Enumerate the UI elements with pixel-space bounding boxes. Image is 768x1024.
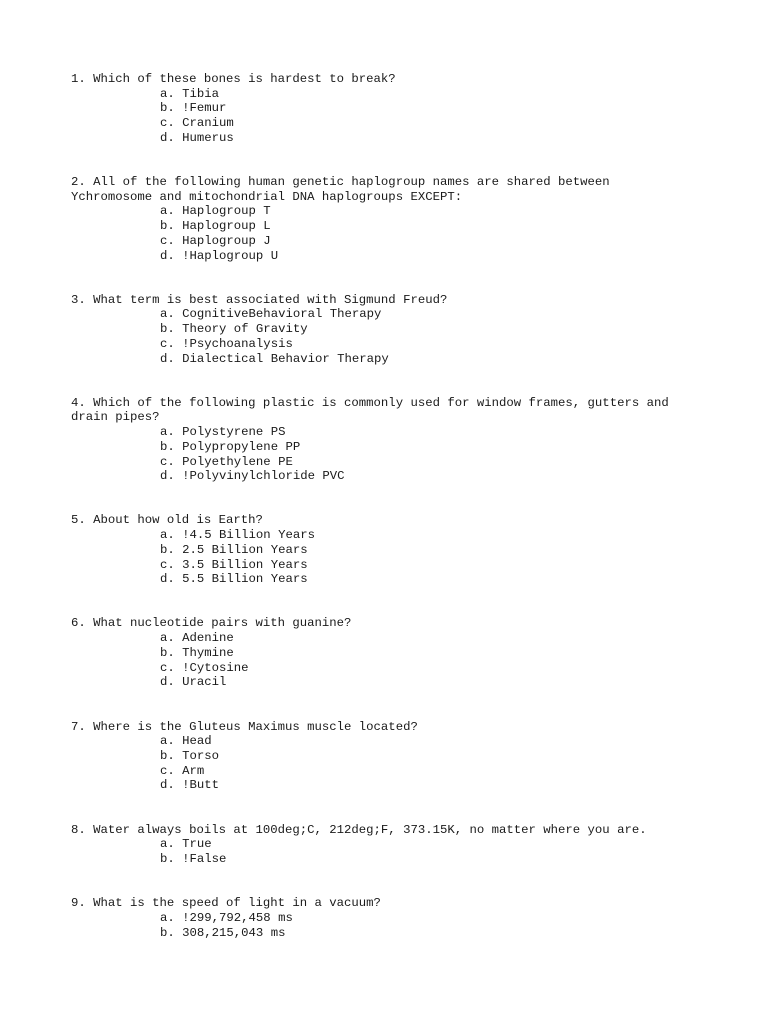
answer-option: c. Polyethylene PE [160, 454, 293, 469]
quiz-document [71, 72, 701, 970]
question-block [71, 616, 701, 690]
answer-option: b. !Femur [160, 101, 227, 116]
answer-option: a. !299,792,458 ms [160, 910, 293, 925]
question-text: 9. What is the speed of light in a vacuum? [71, 896, 381, 911]
answer-option: a. Adenine [160, 631, 234, 646]
answer-options [71, 837, 701, 866]
question-block [71, 396, 701, 484]
answer-option: c. Cranium [160, 116, 234, 131]
answer-option: d. Humerus [160, 130, 234, 145]
question-text: 5. About how old is Earth? [71, 513, 263, 528]
question-block [71, 896, 701, 940]
question-block [71, 293, 701, 367]
question-block [71, 720, 701, 794]
answer-option: a. True [160, 837, 212, 852]
question-block [71, 513, 701, 587]
answer-options [71, 734, 701, 793]
answer-option: a. Head [160, 734, 212, 749]
question-text: 4. Which of the following plastic is commonly used for window frames, gutters and drain pipes? [71, 395, 669, 425]
answer-option: c. Arm [160, 763, 205, 778]
answer-option: b. Thymine [160, 645, 234, 660]
answer-option: b. Haplogroup L [160, 219, 271, 234]
answer-option: b. Torso [160, 748, 220, 763]
answer-option: a. Polystyrene PS [160, 425, 286, 440]
answer-option: c. !Psychoanalysis [160, 336, 293, 351]
answer-option: b. Theory of Gravity [160, 322, 308, 337]
answer-option: d. Dialectical Behavior Therapy [160, 351, 389, 366]
answer-options [71, 631, 701, 690]
answer-option: b. Polypropylene PP [160, 439, 301, 454]
answer-options [71, 307, 701, 366]
answer-option: c. 3.5 Billion Years [160, 557, 308, 572]
question-text: 3. What term is best associated with Sigmund Freud? [71, 292, 448, 307]
answer-option: b. 308,215,043 ms [160, 925, 286, 940]
answer-option: d. !Polyvinylchloride PVC [160, 469, 345, 484]
answer-options [71, 911, 701, 940]
answer-option: c. Haplogroup J [160, 233, 271, 248]
answer-option: b. !False [160, 851, 227, 866]
answer-option: d. !Haplogroup U [160, 248, 279, 263]
answer-option: d. 5.5 Billion Years [160, 572, 308, 587]
question-block [71, 175, 701, 263]
question-block [71, 72, 701, 146]
answer-option: a. Tibia [160, 86, 220, 101]
answer-option: c. !Cytosine [160, 660, 249, 675]
question-text: 6. What nucleotide pairs with guanine? [71, 616, 352, 631]
answer-option: d. Uracil [160, 675, 227, 690]
answer-options [71, 87, 701, 146]
answer-options [71, 425, 701, 484]
question-text: 8. Water always boils at 100deg;C, 212deg;F, 373.15K, no matter where you are. [71, 822, 647, 837]
answer-option: a. !4.5 Billion Years [160, 528, 315, 543]
question-text: 2. All of the following human genetic haplogroup names are shared between Ychromosome and mitochondrial DNA haplogroups EXCEPT: [71, 175, 610, 204]
answer-option: b. 2.5 Billion Years [160, 542, 308, 557]
answer-option: a. CognitiveBehavioral Therapy [160, 307, 382, 322]
answer-options [71, 204, 701, 263]
question-text: 1. Which of these bones is hardest to break? [71, 72, 396, 86]
question-text: 7. Where is the Gluteus Maximus muscle located? [71, 719, 418, 734]
answer-options [71, 528, 701, 587]
answer-option: d. !Butt [160, 778, 220, 793]
question-block [71, 823, 701, 867]
answer-option: a. Haplogroup T [160, 204, 271, 219]
